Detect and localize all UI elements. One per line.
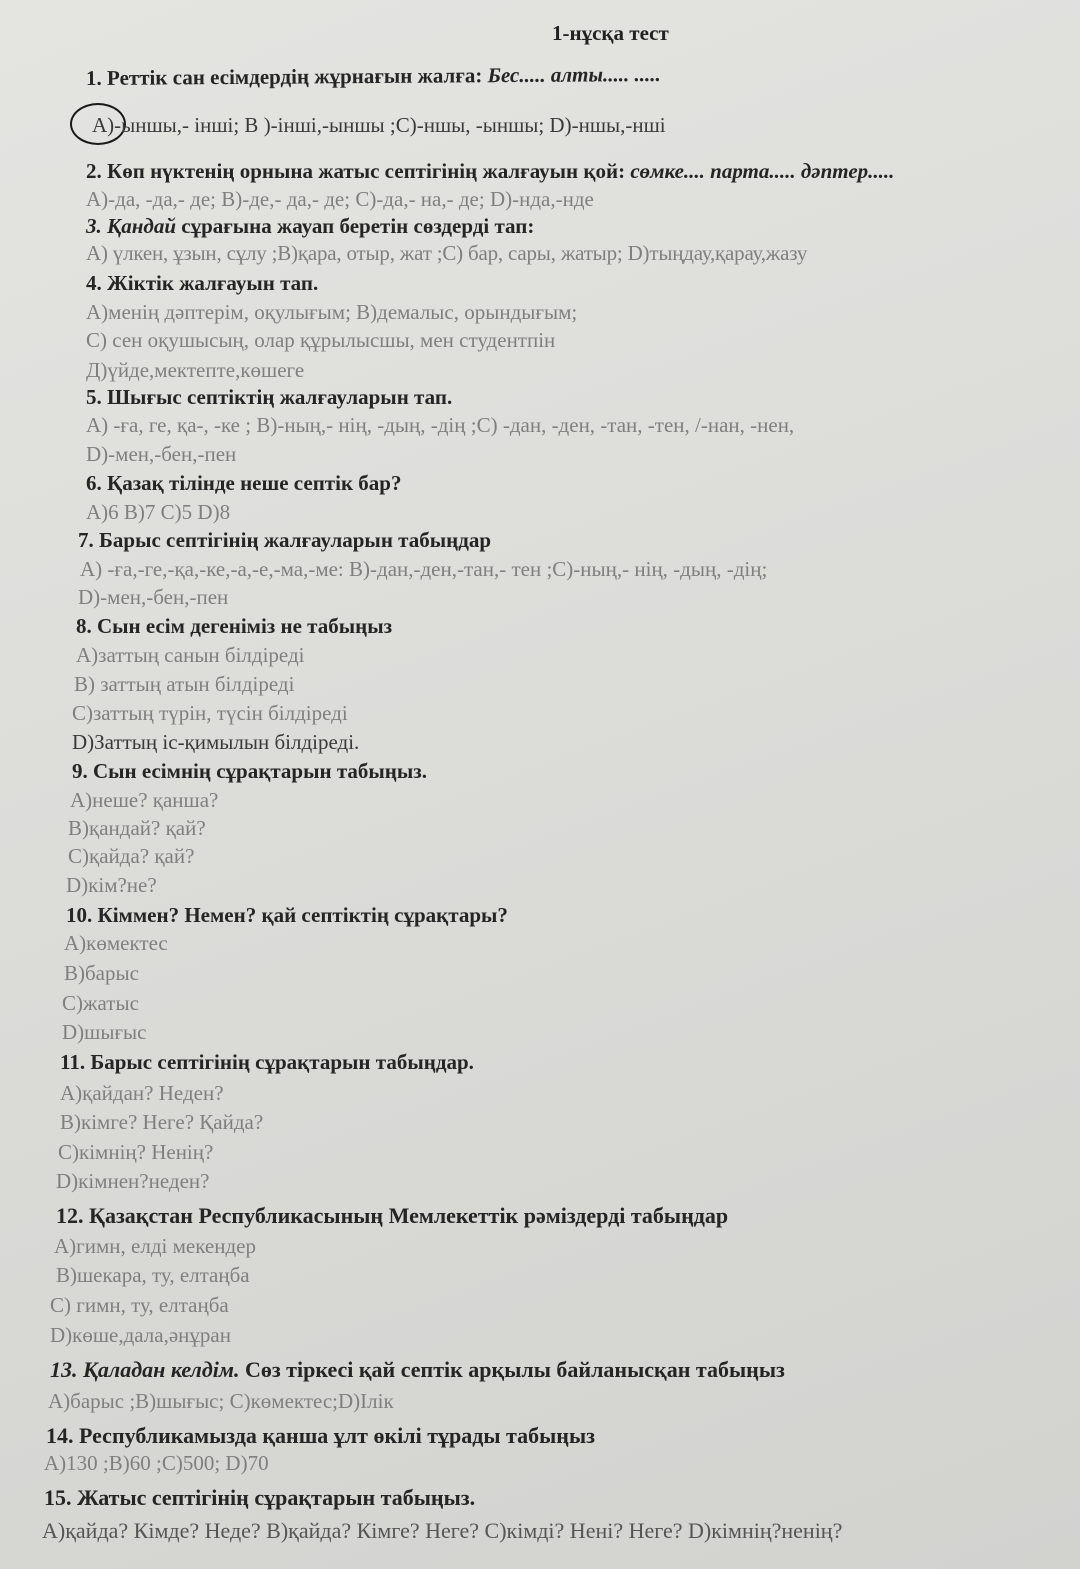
question-11-option-b: В)кімге? Неге? Қайда? (60, 1110, 264, 1134)
question-10-option-a: А)көмектес (64, 931, 168, 955)
question-11-option-a: А)қайдан? Неден? (60, 1081, 224, 1105)
question-12: 12. Қазақстан Республикасының Мемлекеттік рәміздерді табыңдар (56, 1203, 729, 1228)
question-10-option-d: D)шығыс (62, 1020, 147, 1044)
question-15-options: А)қайда? Кімде? Неде? В)қайда? Кімге? Неге? С)кімді? Нені? Неге? D)кімнің?ненің? (42, 1518, 843, 1543)
question-10-option-b: В)барыс (64, 961, 139, 985)
question-12-option-b: В)шекара, ту, елтаңба (56, 1263, 250, 1287)
question-12-option-a: А)гимн, елді мекендер (54, 1234, 256, 1258)
question-10: 10. Кіммен? Немен? қай септіктің сұрақтары? (66, 903, 508, 927)
question-4-option-2: С) сен оқушысың, олар құрылысшы, мен студентпін (86, 328, 556, 352)
question-8: 8. Сын есім дегеніміз не табыңыз (76, 614, 393, 638)
question-3-italic: 3. Қандай (86, 214, 176, 238)
question-2-italic: сөмке.... парта..... дәптер..... (630, 159, 895, 183)
question-6: 6. Қазақ тілінде неше септік бар? (86, 471, 402, 495)
question-1-text: 1. Реттік сан есімдердің жұрнағын жалға: (85, 63, 488, 91)
question-8-option-c: С)заттың түрін, түсін білдіреді (72, 701, 348, 725)
question-3-options: А) үлкен, ұзын, сұлу ;В)қара, отыр, жат ;С) бар, сары, жатыр; D)тыңдау,қарау,жазу (86, 241, 808, 265)
question-6-options: А)6 В)7 С)5 D)8 (86, 500, 231, 524)
question-13 (50, 1357, 785, 1383)
question-4: 4. Жіктік жалғауын тап. (86, 271, 319, 295)
question-14-options: А)130 ;В)60 ;С)500; D)70 (44, 1451, 269, 1475)
question-9-option-b: В)қандай? қай? (68, 816, 206, 840)
question-9-option-a: А)неше? қанша? (70, 788, 219, 812)
page-title: 1-нұсқа тест (552, 21, 669, 45)
question-1-italic: Бес..... алты..... ..... (487, 61, 661, 88)
question-5-option-2: D)-мен,-бен,-пен (86, 442, 237, 466)
question-3 (86, 213, 534, 239)
question-13-italic: 13. Қаладан келдім. (50, 1357, 240, 1382)
question-7-option-2: D)-мен,-бен,-пен (78, 585, 229, 609)
question-12-option-c: С) гимн, ту, елтаңба (50, 1293, 229, 1317)
question-3-text: сұрағына жауап беретін сөздерді тап: (176, 214, 535, 238)
question-13-options: А)барыс ;В)шығыс; С)көмектес;D)Ілік (48, 1389, 394, 1413)
question-2 (86, 158, 894, 184)
question-7-option-1: А) -ға,-ге,-қа,-ке,-а,-е,-ма,-ме: В)-дан,-ден,-тан,- тен ;С)-ның,- нің, -дың, -дің; (80, 557, 768, 581)
question-2-options: А)-да, -да,- де; В)-де,- да,- де; С)-да,- на,- де; D)-нда,-нде (86, 187, 594, 211)
question-11-option-c: С)кімнің? Ненің? (58, 1140, 214, 1164)
question-4-option-1: А)менің дәптерім, оқулығым; В)демалыс, орындығым; (86, 300, 578, 324)
question-1 (86, 61, 661, 91)
question-12-option-d: D)көше,дала,әнұран (50, 1323, 231, 1347)
question-10-option-c: С)жатыс (62, 991, 139, 1015)
question-5-option-1: А) -ға, ге, қа-, -ке ; В)-ның,- нің, -дың, -дің ;С) -дан, -ден, -тан, -тен, /-нан, -нен, (86, 413, 795, 437)
question-8-option-a: А)заттың санын білдіреді (76, 643, 305, 667)
question-14: 14. Республикамызда қанша ұлт өкілі тұрады табыңыз (46, 1423, 595, 1448)
question-15: 15. Жатыс септігінің сұрақтарын табыңыз. (44, 1485, 476, 1510)
question-5: 5. Шығыс септіктің жалғауларын тап. (86, 385, 453, 409)
question-9-option-d: D)кім?не? (66, 873, 157, 897)
question-11-option-d: D)кімнен?неден? (56, 1169, 210, 1193)
question-7: 7. Барыс септігінің жалғауларын табыңдар (78, 528, 492, 552)
question-9-option-c: С)қайда? қай? (68, 844, 195, 868)
question-8-option-d: D)Заттың іс-қимылын білдіреді. (72, 730, 360, 754)
question-8-option-b: В) заттың атын білдіреді (74, 672, 295, 696)
question-9: 9. Сын есімнің сұрақтарын табыңыз. (72, 759, 427, 783)
question-13-text: Сөз тіркесі қай септік арқылы байланысқан табыңыз (239, 1357, 785, 1382)
question-2-text: 2. Көп нүктенің орнына жатыс септігінің жалғауын қой: (86, 159, 631, 183)
question-1-options: А)-ыншы,- інші; В )-інші,-ыншы ;С)-ншы, -ыншы; D)-ншы,-нші (92, 113, 666, 137)
question-11: 11. Барыс септігінің сұрақтарын табыңдар. (60, 1050, 474, 1074)
question-4-option-3: Д)үйде,мектепте,көшеге (86, 358, 305, 382)
